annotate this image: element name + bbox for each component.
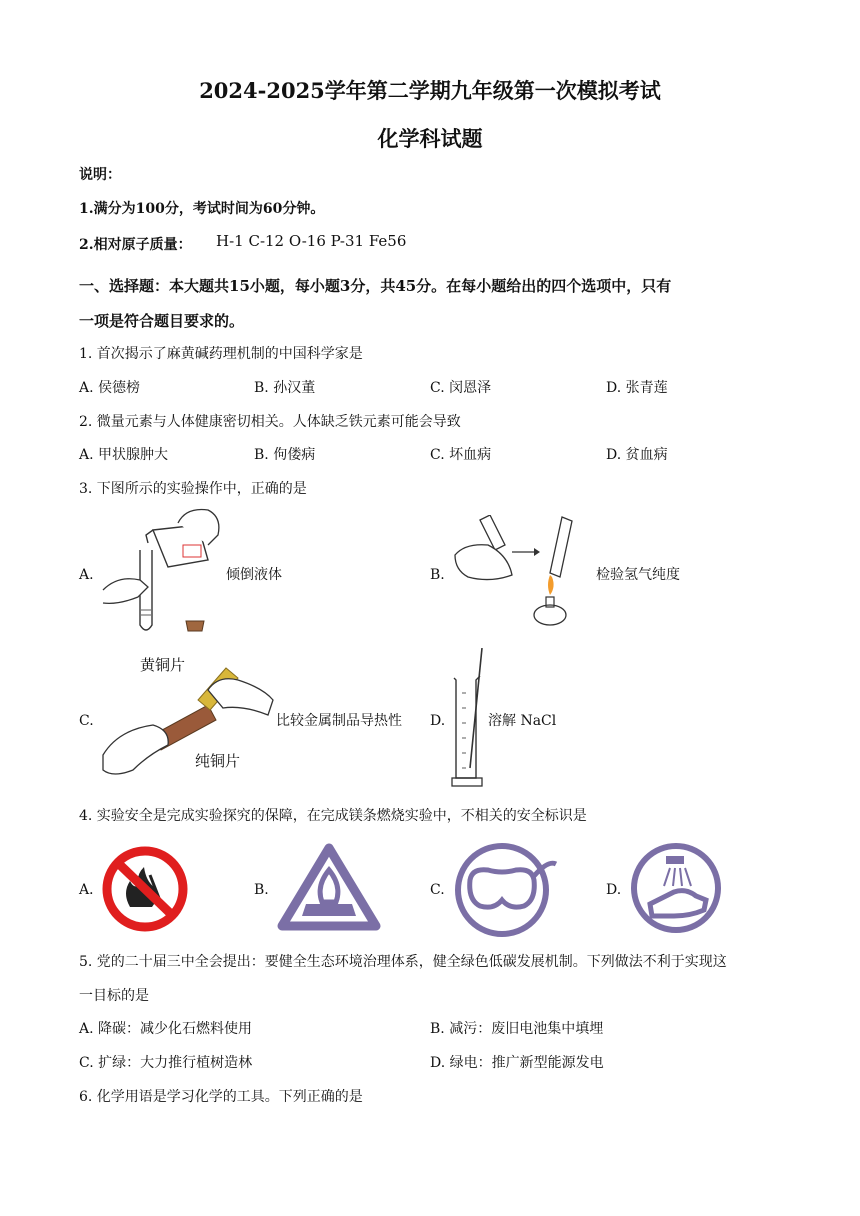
hydrogen-purity-test-figure [450,515,590,630]
q5-option-a: A. 降碳：减少化石燃料使用 [79,1021,253,1037]
q4-option-c-letter: C. [430,882,445,898]
notes-line2-value: H-1 C-12 O-16 P-31 Fe56 [216,232,407,250]
q3-caption-b: 检验氢气纯度 [596,567,680,583]
wash-hands-sign-icon [630,842,722,934]
q5-option-d: D. 绿电：推广新型能源发电 [430,1055,604,1071]
no-open-flame-sign-icon [100,845,190,933]
notes-label: 说明： [79,167,121,183]
q3-option-a-letter: A. [79,567,94,583]
goggles-sign-icon [452,840,562,938]
q4-option-a-letter: A． [79,882,104,898]
graduated-cylinder-figure [450,648,486,790]
q3-figure-label-brass: 黄铜片 [140,656,186,674]
q6-stem: 6. 化学用语是学习化学的工具。下列正确的是 [79,1089,363,1105]
page-title: 2024-2025学年第二学期九年级第一次模拟考试 [199,78,661,103]
page-subtitle: 化学科试题 [377,126,483,151]
pouring-liquid-figure [98,505,224,640]
q3-option-d-letter: D. [430,713,446,729]
q2-option-b: B. 佝偻病 [254,447,316,463]
q2-option-a: A. 甲状腺肿大 [79,447,169,463]
q1-option-a: A. 侯德榜 [79,380,141,396]
q3-caption-a: 倾倒液体 [226,567,282,583]
q3-option-b-letter: B. [430,567,445,583]
q1-option-b: B. 孙汉董 [254,380,316,396]
q4-option-d-letter: D. [606,882,622,898]
metal-conductivity-figure [98,660,278,780]
q3-caption-d: 溶解 NaCl [488,713,557,729]
notes-line2-label: 2.相对原子质量： [79,237,192,253]
q2-option-d: D. 贫血病 [606,447,668,463]
q1-stem: 1. 首次揭示了麻黄碱药理机制的中国科学家是 [79,346,363,362]
q5-option-c: C. 扩绿：大力推行植树造林 [79,1055,253,1071]
q4-stem: 4. 实验安全是完成实验探究的保障，在完成镁条燃烧实验中，不相关的安全标识是 [79,808,587,824]
q3-option-c-letter: C. [79,713,94,729]
section1-line2: 一项是符合题目要求的。 [79,312,245,330]
q3-figure-label-copper: 纯铜片 [195,752,241,770]
q1-option-c: C. 闵恩泽 [430,380,492,396]
flammable-warning-sign-icon [276,842,382,932]
notes-line1: 1.满分为100分，考试时间为60分钟。 [79,201,325,217]
q5-stem-line2: 一目标的是 [79,988,149,1004]
q5-option-b: B. 减污：废旧电池集中填埋 [430,1021,604,1037]
q2-stem: 2. 微量元素与人体健康密切相关。人体缺乏铁元素可能会导致 [79,414,461,430]
q2-option-c: C. 坏血病 [430,447,492,463]
q3-stem: 3. 下图所示的实验操作中，正确的是 [79,481,307,497]
section1-line1: 一、选择题：本大题共15小题，每小题3分，共45分。在每小题给出的四个选项中，只有 [79,277,672,295]
q1-option-d: D. 张青莲 [606,380,668,396]
q5-stem-line1: 5. 党的二十届三中全会提出：要健全生态环境治理体系，健全绿色低碳发展机制。下列做法不利于实现这 [79,954,727,970]
q4-option-b-letter: B. [254,882,269,898]
q3-caption-c: 比较金属制品导热性 [276,713,402,729]
